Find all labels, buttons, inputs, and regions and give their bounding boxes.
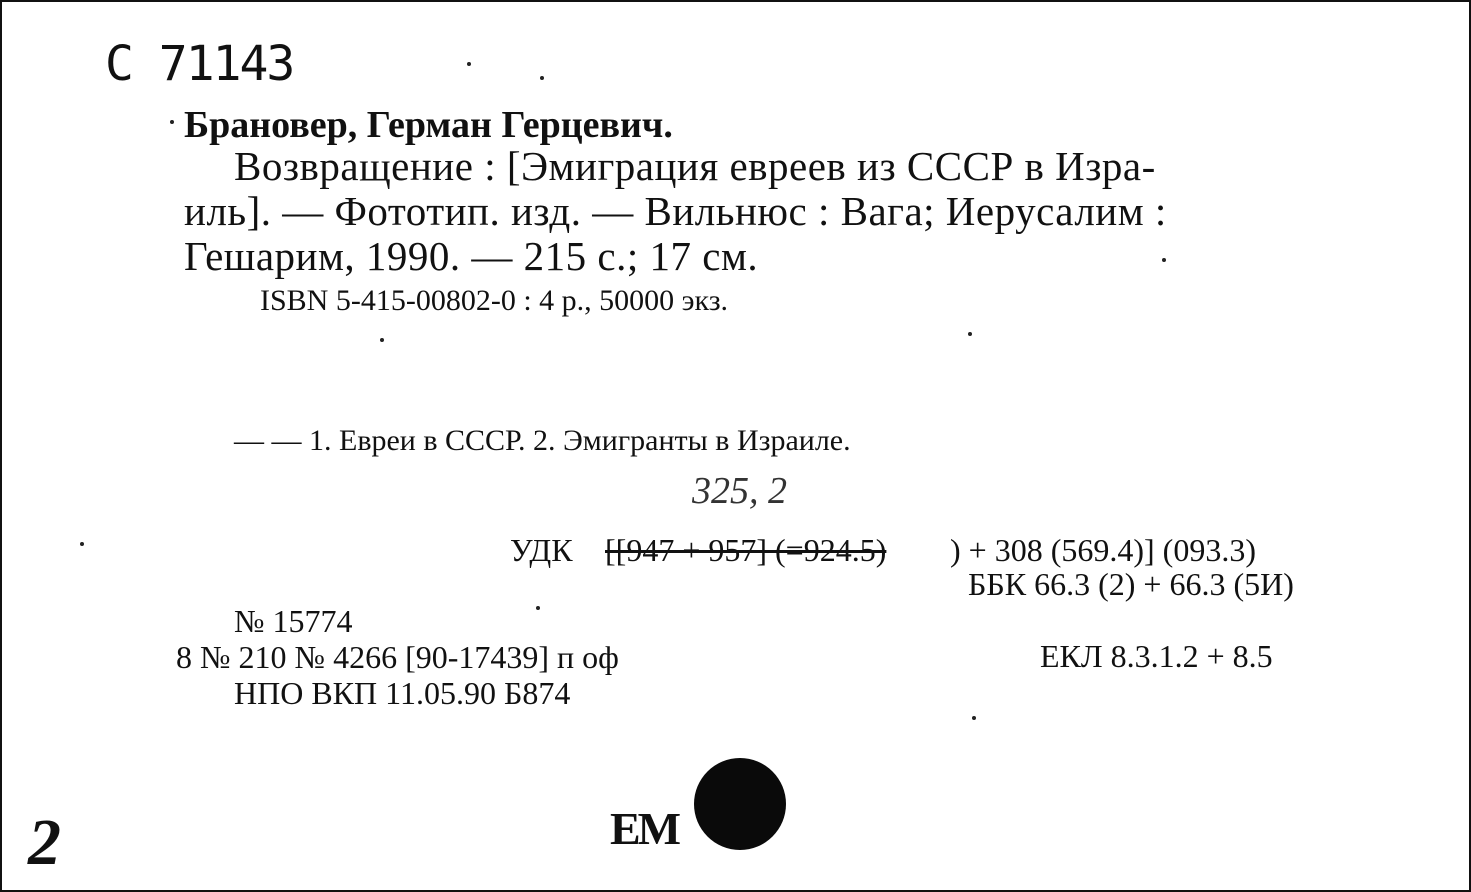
npo-line: НПО ВКП 11.05.90 Б874 xyxy=(234,675,571,711)
speck xyxy=(972,716,976,720)
ekl-code: ЕКЛ 8.3.1.2 + 8.5 xyxy=(1040,638,1273,674)
speck xyxy=(536,606,540,610)
corner-handwritten-mark: 2 xyxy=(28,806,61,879)
shelf-mark: С 71143 xyxy=(105,36,294,92)
subject-headings: — — 1. Евреи в СССР. 2. Эмигранты в Израиле. xyxy=(234,424,851,457)
speck xyxy=(540,76,544,80)
speck xyxy=(968,332,972,336)
handwritten-note: 325, 2 xyxy=(692,470,787,512)
udk-struck-code: [[947 + 957] (=924.5) xyxy=(605,532,887,568)
description-line-3: Гешарим, 1990. — 215 с.; 17 см. xyxy=(184,233,759,279)
speck xyxy=(170,120,174,124)
stamp-mark: ЕМ xyxy=(610,803,679,854)
black-dot-mark xyxy=(694,758,786,850)
udk-code: ) + 308 (569.4)] (093.3) xyxy=(950,532,1256,568)
speck xyxy=(380,338,384,342)
author-heading: Брановер, Герман Герцевич. xyxy=(184,104,673,146)
udk-label: УДК xyxy=(510,532,573,568)
record-number: № 15774 xyxy=(234,603,353,639)
speck xyxy=(1162,258,1166,262)
description-line-2: иль]. — Фототип. изд. — Вильнюс : Вага; Иерусалим : xyxy=(184,188,1167,234)
description-line-1: Возвращение : [Эмиграция евреев из СССР в Изра- xyxy=(234,143,1156,189)
speck xyxy=(467,62,471,66)
isbn-line: ISBN 5-415-00802-0 : 4 р., 50000 экз. xyxy=(260,284,729,317)
bbk-code: ББК 66.3 (2) + 66.3 (5И) xyxy=(968,566,1294,602)
order-line: 8 № 210 № 4266 [90-17439] п оф xyxy=(176,639,619,675)
speck xyxy=(80,542,84,546)
